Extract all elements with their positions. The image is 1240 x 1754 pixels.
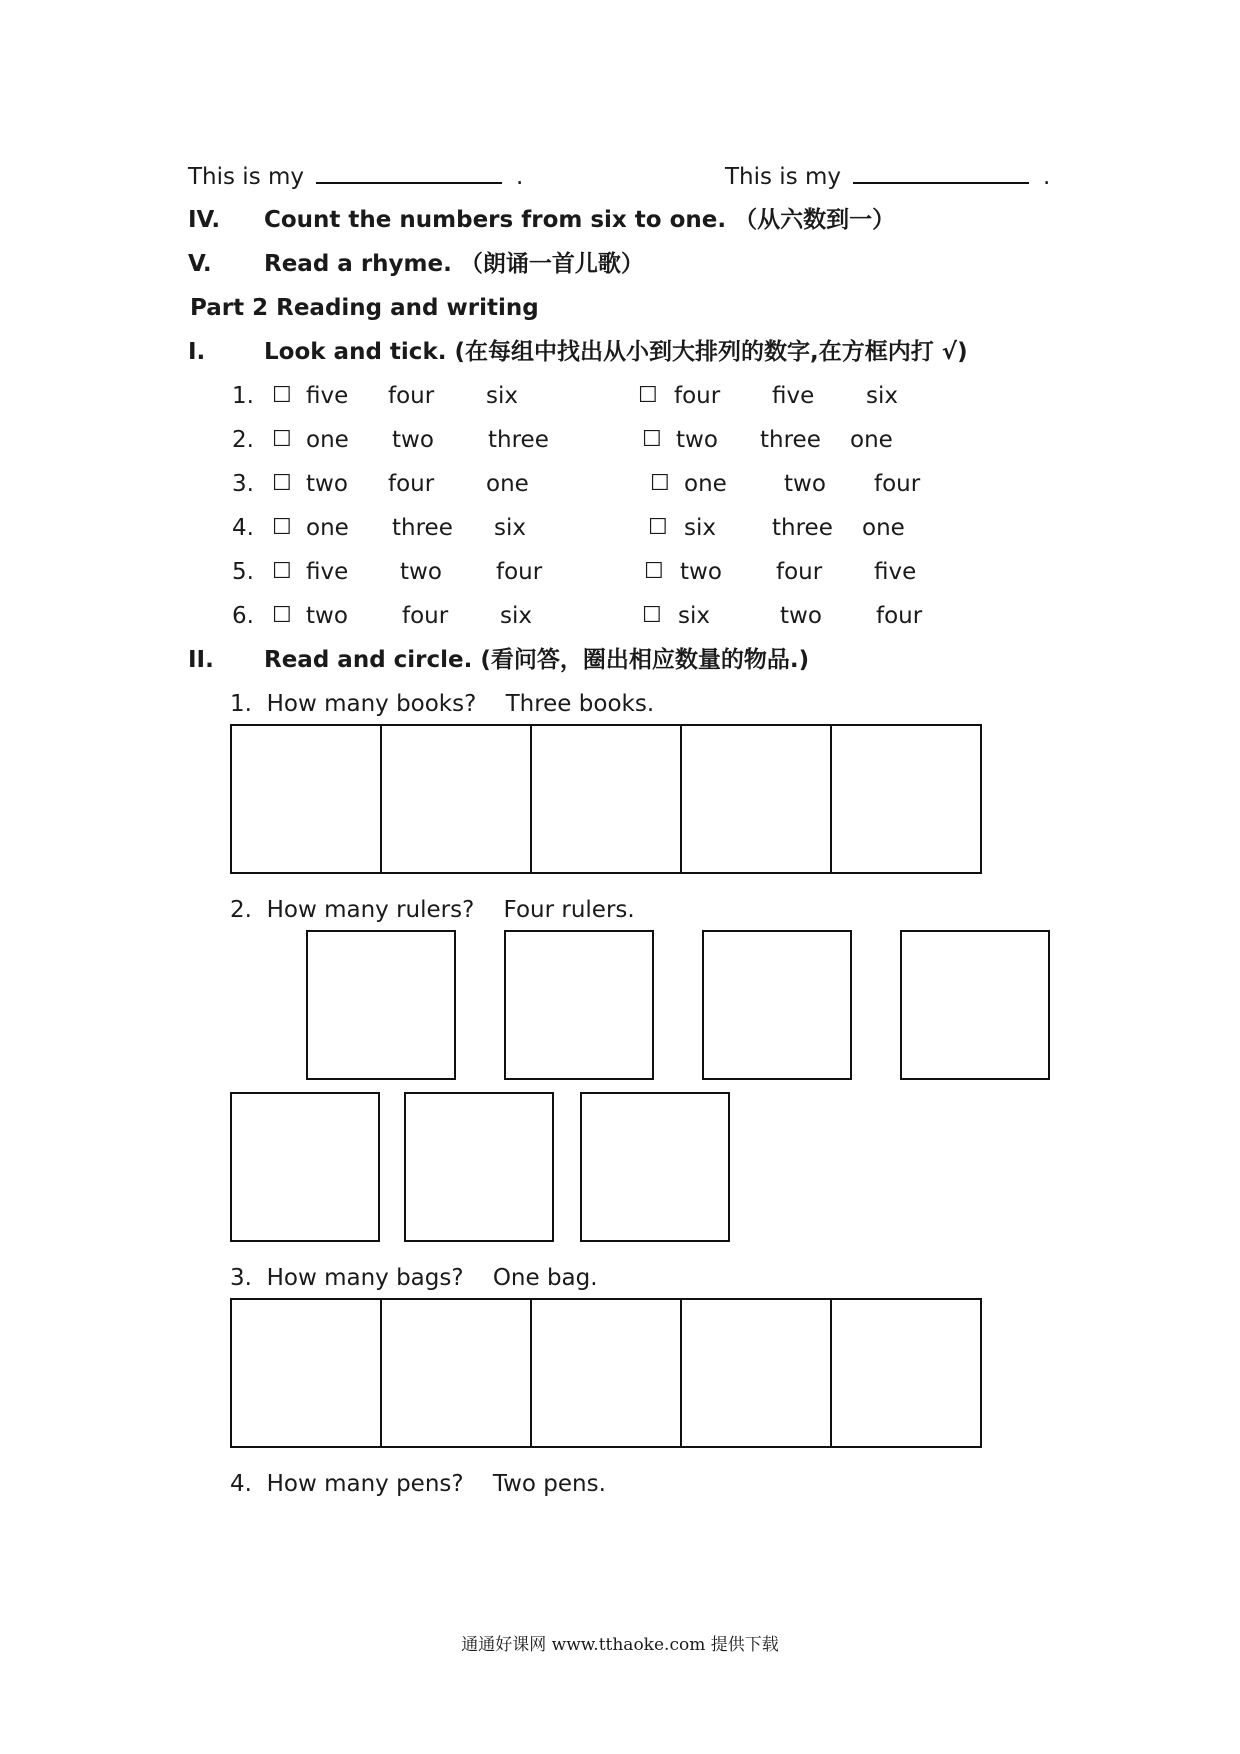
answer-text: Two pens. [492,1471,606,1497]
ruler-picture-box[interactable] [230,1092,380,1242]
bag-picture-box[interactable] [230,1298,382,1448]
book-picture-box[interactable] [530,724,682,874]
answer-text: Four rulers. [503,897,635,923]
word: one [306,515,349,541]
book-picture-box[interactable] [830,724,982,874]
question-3 [230,1264,598,1292]
ruler-picture-box[interactable] [404,1092,554,1242]
word: five [306,383,349,409]
word: two [306,603,348,629]
question-number: 3. [230,1265,252,1291]
checkbox-left[interactable]: ☐ [272,471,292,496]
row-number: 3. [232,471,254,497]
answer-text: One bag. [492,1265,598,1291]
section-iv-title: Count the numbers from six to one. （从六数到一） [264,207,896,233]
answer-blank-right[interactable] [853,162,1029,184]
question-number: 2. [230,897,252,923]
intro-left-period: . [516,164,524,190]
checkbox-left[interactable]: ☐ [272,515,292,540]
checkbox-left[interactable]: ☐ [272,427,292,452]
word: four [388,383,435,409]
section-i-title: Look and tick. (在每组中找出从小到大排列的数字,在方框内打 √) [264,339,968,365]
bag-picture-box[interactable] [380,1298,532,1448]
part2-title: Part 2 Reading and writing [190,295,539,321]
section-ii-title: Read and circle. (看问答，圈出相应数量的物品.) [264,647,810,673]
checkbox-right[interactable]: ☐ [650,471,670,496]
checkbox-left[interactable]: ☐ [272,383,292,408]
word: two [400,559,442,585]
word: two [392,427,434,453]
word: one [862,515,905,541]
checkbox-left[interactable]: ☐ [272,559,292,584]
word: four [874,471,921,497]
checkbox-right[interactable]: ☐ [642,427,662,452]
word: five [306,559,349,585]
word: two [680,559,722,585]
intro-right-text: This is my [725,164,842,190]
word: three [392,515,453,541]
row-number: 4. [232,515,254,541]
word: six [486,383,518,409]
book-picture-box[interactable] [680,724,832,874]
checkbox-right[interactable]: ☐ [642,603,662,628]
page-footer: 通通好课网 www.tthaoke.com 提供下载 [461,1635,779,1655]
word: four [496,559,543,585]
checkbox-right[interactable]: ☐ [638,383,658,408]
question-2 [230,896,635,924]
word: two [780,603,822,629]
row-number: 5. [232,559,254,585]
checkbox-right[interactable]: ☐ [644,559,664,584]
question-4 [230,1470,606,1498]
bag-picture-box[interactable] [680,1298,832,1448]
question-text: How many pens? [266,1471,464,1497]
bag-picture-box[interactable] [530,1298,682,1448]
word: five [772,383,815,409]
question-text: How many books? [266,691,477,717]
bag-picture-box[interactable] [830,1298,982,1448]
checkbox-right[interactable]: ☐ [648,515,668,540]
ruler-picture-box[interactable] [580,1092,730,1242]
intro-line-left [188,162,523,191]
ruler-picture-box[interactable] [900,930,1050,1080]
intro-left-text: This is my [188,164,305,190]
word: six [500,603,532,629]
row-number: 6. [232,603,254,629]
checkbox-left[interactable]: ☐ [272,603,292,628]
word: one [486,471,529,497]
question-1 [230,690,654,718]
question-number: 4. [230,1471,252,1497]
book-picture-box[interactable] [380,724,532,874]
word: one [306,427,349,453]
word: six [684,515,716,541]
row-number: 2. [232,427,254,453]
tick-row-4 [230,514,1130,542]
section-iv-numeral: IV. [188,207,221,233]
tick-row-3 [230,470,1130,498]
word: three [772,515,833,541]
ruler-picture-box[interactable] [504,930,654,1080]
word: two [784,471,826,497]
word: two [306,471,348,497]
question-text: How many rulers? [266,897,475,923]
answer-blank-left[interactable] [316,162,502,184]
intro-line-right [725,162,1050,191]
word: four [388,471,435,497]
tick-row-5 [230,558,1130,586]
section-i-numeral: I. [188,339,206,365]
word: three [488,427,549,453]
question-number: 1. [230,691,252,717]
section-v-numeral: V. [188,251,212,277]
word: four [776,559,823,585]
word: four [402,603,449,629]
tick-row-2 [230,426,1130,454]
word: five [874,559,917,585]
word: six [678,603,710,629]
section-ii-numeral: II. [188,647,214,673]
tick-row-1 [230,382,1130,410]
word: four [876,603,923,629]
word: one [684,471,727,497]
row-number: 1. [232,383,254,409]
ruler-picture-box[interactable] [306,930,456,1080]
answer-text: Three books. [505,691,655,717]
word: six [866,383,898,409]
intro-right-period: . [1043,164,1051,190]
word: two [676,427,718,453]
tick-row-6 [230,602,1130,630]
word: three [760,427,821,453]
word: six [494,515,526,541]
ruler-picture-box[interactable] [702,930,852,1080]
section-v-title: Read a rhyme. （朗诵一首儿歌） [264,251,644,277]
book-picture-box[interactable] [230,724,382,874]
question-text: How many bags? [266,1265,464,1291]
word: four [674,383,721,409]
word: one [850,427,893,453]
